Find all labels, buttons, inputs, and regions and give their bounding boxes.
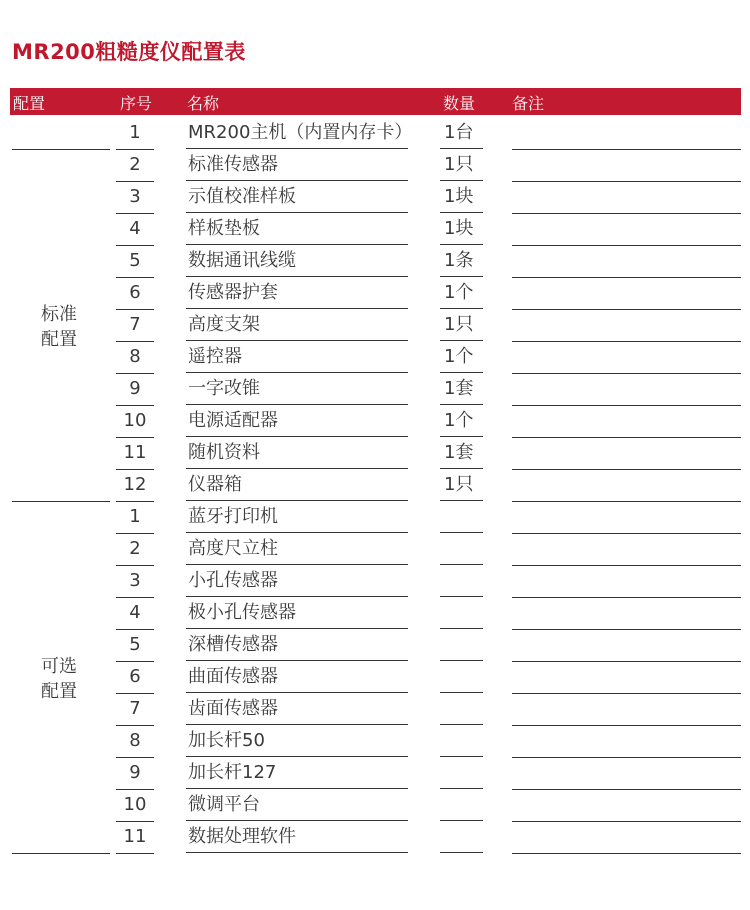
item-number: 3 (116, 566, 154, 598)
item-name: 加长杆50 (186, 726, 408, 757)
table-row (0, 694, 750, 726)
table-row (0, 630, 750, 662)
item-quantity (440, 502, 483, 533)
item-remark (512, 502, 741, 534)
item-name: 微调平台 (186, 790, 408, 821)
item-number: 7 (116, 310, 154, 342)
table-row (0, 758, 750, 790)
table-row (0, 502, 750, 534)
item-remark (512, 406, 741, 438)
item-quantity (440, 566, 483, 597)
item-number: 5 (116, 630, 154, 662)
item-name: 蓝牙打印机 (186, 502, 408, 533)
item-remark (512, 118, 741, 150)
table-row (0, 150, 750, 182)
group-label-line2: 配置 (41, 681, 77, 702)
table-row (0, 566, 750, 598)
table-row (0, 598, 750, 630)
item-number: 1 (116, 118, 154, 150)
header-number: 序号 (120, 94, 153, 113)
table-row (0, 374, 750, 406)
item-name: 仪器箱 (186, 470, 408, 501)
item-name: 数据处理软件 (186, 822, 408, 853)
item-number: 1 (116, 502, 154, 534)
table-header (10, 88, 741, 115)
table-row (0, 310, 750, 342)
item-quantity: 1个 (440, 406, 483, 437)
group-label (24, 654, 94, 704)
group-label (24, 302, 94, 352)
item-quantity: 1套 (440, 374, 483, 405)
item-quantity (440, 662, 483, 693)
item-remark (512, 342, 741, 374)
item-remark (512, 310, 741, 342)
item-remark (512, 758, 741, 790)
item-remark (512, 534, 741, 566)
item-quantity: 1只 (440, 150, 483, 181)
table-row (0, 662, 750, 694)
table-row (0, 406, 750, 438)
item-quantity (440, 598, 483, 629)
item-quantity: 1台 (440, 118, 483, 149)
item-remark (512, 790, 741, 822)
item-number: 4 (116, 598, 154, 630)
item-number: 3 (116, 182, 154, 214)
item-remark (512, 214, 741, 246)
item-quantity (440, 758, 483, 789)
item-quantity (440, 822, 483, 853)
item-remark (512, 374, 741, 406)
item-number: 7 (116, 694, 154, 726)
item-name: MR200主机（内置内存卡） (186, 118, 408, 149)
item-remark (512, 566, 741, 598)
item-quantity (440, 726, 483, 757)
item-number: 10 (116, 406, 154, 438)
item-name: 遥控器 (186, 342, 408, 373)
item-quantity (440, 630, 483, 661)
item-number: 8 (116, 342, 154, 374)
item-name: 深槽传感器 (186, 630, 408, 661)
item-name: 小孔传感器 (186, 566, 408, 597)
item-quantity: 1条 (440, 246, 483, 277)
item-remark (512, 694, 741, 726)
header-name: 名称 (187, 94, 220, 113)
item-remark (512, 822, 741, 854)
table-row (0, 342, 750, 374)
item-name: 样板垫板 (186, 214, 408, 245)
table-row (0, 182, 750, 214)
item-name: 齿面传感器 (186, 694, 408, 725)
item-number: 12 (116, 470, 154, 502)
item-remark (512, 150, 741, 182)
item-name: 加长杆127 (186, 758, 408, 789)
item-name: 一字改锥 (186, 374, 408, 405)
item-name: 传感器护套 (186, 278, 408, 309)
item-quantity: 1个 (440, 278, 483, 309)
table-row (0, 438, 750, 470)
item-name: 电源适配器 (186, 406, 408, 437)
item-quantity (440, 534, 483, 565)
item-quantity: 1套 (440, 438, 483, 469)
item-remark (512, 278, 741, 310)
group-label-line2: 配置 (41, 329, 77, 350)
item-number: 4 (116, 214, 154, 246)
group-divider (12, 853, 110, 854)
item-number: 6 (116, 662, 154, 694)
item-number: 2 (116, 534, 154, 566)
group-label-line1: 标准 (41, 304, 77, 325)
page-title: MR200粗糙度仪配置表 (12, 40, 246, 64)
item-remark (512, 182, 741, 214)
item-name: 示值校准样板 (186, 182, 408, 213)
item-number: 11 (116, 822, 154, 854)
table-row (0, 470, 750, 502)
table-row (0, 534, 750, 566)
item-number: 2 (116, 150, 154, 182)
item-number: 11 (116, 438, 154, 470)
item-number: 9 (116, 374, 154, 406)
item-name: 高度尺立柱 (186, 534, 408, 565)
item-name: 极小孔传感器 (186, 598, 408, 629)
header-remark: 备注 (512, 94, 545, 113)
item-remark (512, 246, 741, 278)
table-row (0, 214, 750, 246)
item-number: 10 (116, 790, 154, 822)
item-quantity: 1只 (440, 310, 483, 341)
item-name: 随机资料 (186, 438, 408, 469)
item-quantity: 1只 (440, 470, 483, 501)
item-quantity (440, 790, 483, 821)
item-name: 高度支架 (186, 310, 408, 341)
item-name: 数据通讯线缆 (186, 246, 408, 277)
item-remark (512, 438, 741, 470)
item-number: 6 (116, 278, 154, 310)
item-quantity: 1个 (440, 342, 483, 373)
item-remark (512, 630, 741, 662)
item-remark (512, 598, 741, 630)
item-name: 曲面传感器 (186, 662, 408, 693)
table-row (0, 726, 750, 758)
table-row (0, 118, 750, 150)
item-name: 标准传感器 (186, 150, 408, 181)
header-config: 配置 (13, 94, 46, 113)
item-remark (512, 662, 741, 694)
table-row (0, 246, 750, 278)
item-remark (512, 470, 741, 502)
item-quantity: 1块 (440, 182, 483, 213)
table-row (0, 790, 750, 822)
item-quantity (440, 694, 483, 725)
item-number: 9 (116, 758, 154, 790)
header-quantity: 数量 (443, 94, 476, 113)
table-row (0, 278, 750, 310)
item-quantity: 1块 (440, 214, 483, 245)
item-remark (512, 726, 741, 758)
table-row (0, 822, 750, 854)
item-number: 8 (116, 726, 154, 758)
group-label-line1: 可选 (41, 656, 77, 677)
item-number: 5 (116, 246, 154, 278)
